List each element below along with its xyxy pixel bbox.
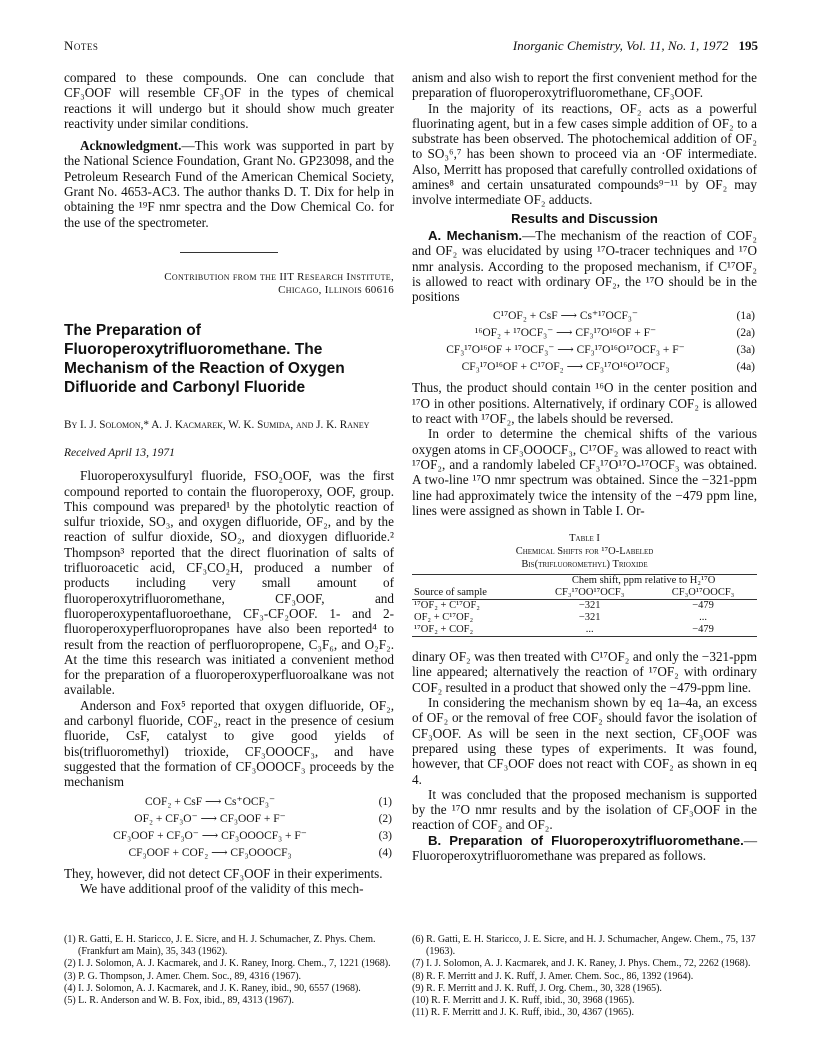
acknowledgment-label: Acknowledgment. <box>80 138 182 154</box>
subsection-mechanism <box>412 228 757 304</box>
equation-number: (1) <box>378 795 392 808</box>
equation <box>64 828 394 845</box>
equation-number: (4) <box>378 846 392 859</box>
equation-formula: CF₃OOF + CF₃O⁻ ⟶ CF₃OOOCF₃ + F⁻ <box>113 829 307 842</box>
table-cell: −479 <box>692 600 714 612</box>
received-date: Received April 13, 1971 <box>64 446 175 459</box>
footnotes-left <box>64 934 394 1007</box>
equation-number: (3) <box>378 829 392 842</box>
paragraph: Thus, the product should contain ¹⁶O in the center position and ¹⁷O in other positions. Alternatively, if ordinary COF₂ is allowed to react with ¹⁷OF₂, the labels should be reversed. <box>412 380 757 427</box>
subsection-text: —The mechanism of the reaction of COF₂ and OF₂ was elucidated by using ¹⁷O-tracer techniques and ¹⁷O nmr analysis. According to the proposed mechanism, if C¹⁷OF₂ is allowed to react with ordinary OF₂, the ¹⁷O should be in the positions <box>412 227 757 305</box>
equation-number: (2) <box>378 812 392 825</box>
table-label: Table I <box>569 533 600 545</box>
article-title: The Preparation of Fluoroperoxytrifluoromethane. The Mechanism of the Reaction of Oxygen Difluoride and Carbonyl Fluoride <box>64 321 345 396</box>
table-cell: −479 <box>692 624 714 636</box>
equation-number: (4a) <box>736 361 755 374</box>
acknowledgment <box>64 138 394 230</box>
equation <box>412 359 757 376</box>
data-table <box>412 574 757 637</box>
running-head-journal <box>513 38 758 54</box>
equation-formula: ¹⁶OF₂ + ¹⁷OCF₃⁻ ⟶ CF₃¹⁷O¹⁶OF + F⁻ <box>474 327 657 340</box>
paragraph: dinary OF₂ was then treated with C¹⁷OF₂ and only the −321-ppm line appeared; alternatively the reaction of ¹⁷OF₂ with ordinary COF₂ resulted in a product that showed only the −479-ppm line. <box>412 649 757 695</box>
paragraph: In order to determine the chemical shifts of the various oxygen atoms in CF₃OOOCF₃, C¹⁷OF₂ was allowed to react with ¹⁷OF₂, and a randomly labeled CF₃¹⁷O¹⁷O-¹⁷OCF₃ was obtained. A two-line ¹⁷O nmr spectrum was obtained. Since the −321-ppm line had approximately twice the intensity of the −479 ppm line, lines were assigned as shown in Table I. Or- <box>412 426 757 518</box>
table-cell: ... <box>699 612 707 624</box>
section-heading: Results and Discussion <box>511 210 658 226</box>
footnote: (6) R. Gatti, E. H. Staricco, J. E. Sicre, and H. J. Schumacher, Angew. Chem., 75, 137 (1963). <box>412 934 756 958</box>
column-group-header: Chem shift, ppm relative to H₂¹⁷O <box>571 575 716 587</box>
equation <box>64 811 394 828</box>
table-cell: −321 <box>578 612 601 624</box>
institution-line: Chicago, Illinois 60616 <box>278 283 394 296</box>
footnote: (10) R. F. Merritt and J. K. Ruff, ibid., 30, 3968 (1965). <box>412 995 635 1007</box>
paragraph: In the majority of its reactions, OF₂ acts as a powerful fluorinating agent, but in a few cases simple addition of OF₂ to a substrate has been observed. The photochemical addition of OF₂ to SO₃⁶,⁷ has been shown to proceed via an ·OF intermediate. Also, Merritt has proposed that carefully controlled oxidations of amines⁸ and certain unsaturated compounds⁹⁻¹¹ by OF₂ may involve intermediate OF₂ adducts. <box>412 100 757 208</box>
table-cell: ¹⁷OF₂ + C¹⁷OF₂ <box>414 600 480 612</box>
paragraph: Fluoroperoxysulfuryl fluoride, FSO₂OOF, was the first compound reported to contain the fluoroperoxy, OOF, group. This compound was prepared¹ by the photolytic reaction of sulfur trioxide, SO₃, and oxygen difluoride, OF₂, and by the reaction of sulfur dioxide, SO₂, and dioxygen difluoride.² Thompson³ reported that the direct fluorination of salts of trifluoroacetic acid, CF₃CO₂H, produced a number of products including very small amount of fluoroperoxytrifluoromethane, CF₃OOF, and fluoroperoxypentafluoroethane, CF₃-CF₂OOF. 1- and 2-fluoroperoxyperfluoropropanes have also been reported⁴ to result from the reaction of perfluoropropene, C₃F₆, and O₂F₂. At the time this research was initiated a convenient method for the preparation of a fluoroperoxyperfluoroalkane was not available. <box>64 468 394 698</box>
equation-block <box>64 794 394 862</box>
paragraph: It was concluded that the proposed mechanism is supported by the ¹⁷O nmr results and by the isolation of CF₃OOF in the reaction of COF₂ and OF₂. <box>412 786 757 833</box>
equation-formula: C¹⁷OF₂ + CsF ⟶ Cs⁺¹⁷OCF₃⁻ <box>493 310 638 323</box>
subsection-text: —Fluoroperoxytrifluoromethane was prepared as follows. <box>412 832 757 863</box>
paragraph: compared to these compounds. One can conclude that CF₃OOF will resemble CF₃OF in the types of chemical reactions it will undergo but it should show much greater reactivity under similar conditions. <box>64 70 394 131</box>
institution-line: Contribution from the IIT Research Institute, <box>164 270 394 283</box>
paragraph: anism and also wish to report the first convenient method for the preparation of fluoroperoxytrifluoromethane, CF₃OOF. <box>412 70 757 101</box>
table-row <box>412 612 757 624</box>
section-divider <box>180 252 278 253</box>
equation-number: (2a) <box>736 327 755 340</box>
table-cell: −321 <box>578 600 601 612</box>
paragraph: We have additional proof of the validity of this mech- <box>80 880 364 896</box>
page-number: 195 <box>738 38 758 53</box>
subsection-preparation <box>412 833 757 864</box>
footnote: (9) R. F. Merritt and J. K. Ruff, J. Org. Chem., 30, 328 (1965). <box>412 982 662 994</box>
equation-block <box>412 308 757 376</box>
footnote: (11) R. F. Merritt and J. K. Ruff, ibid., 30, 4367 (1965). <box>412 1007 634 1019</box>
running-head-section: Notes <box>64 38 99 53</box>
equation-number: (3a) <box>736 344 755 357</box>
equation-formula: CF₃¹⁷O¹⁶OF + C¹⁷OF₂ ⟶ CF₃¹⁷O¹⁶O¹⁷OCF₃ <box>461 361 670 374</box>
equation-formula: CF₃¹⁷O¹⁶OF + ¹⁷OCF₃⁻ ⟶ CF₃¹⁷O¹⁶O¹⁷OCF₃ + F⁻ <box>446 344 685 357</box>
right-column <box>412 70 757 863</box>
acknowledgment-text: —This work was supported in part by the National Science Foundation, Grant No. GP23098, and the Petroleum Research Fund of the American Chemical Society, Grant No. 4653-AC3. The author thanks D. T. Dix for help in obtaining the ¹⁹F nmr spectra and the Dow Chemical Co. for the use of the spectrometer. <box>64 138 394 230</box>
equation-formula: CF₃OOF + COF₂ ⟶ CF₃OOOCF₃ <box>128 846 292 859</box>
footnote: (8) R. F. Merritt and J. K. Ruff, J. Amer. Chem. Soc., 86, 1392 (1964). <box>412 970 694 982</box>
column-header: CF₃¹⁷OO¹⁷OCF₃ <box>554 587 625 599</box>
equation <box>64 845 394 862</box>
equation-number: (1a) <box>736 310 755 323</box>
table-row <box>412 624 757 637</box>
footnote: (2) I. J. Solomon, A. J. Kacmarek, and J. K. Raney, Inorg. Chem., 7, 1221 (1968). <box>64 958 391 970</box>
footnote: (5) L. R. Anderson and W. B. Fox, ibid., 89, 4313 (1967). <box>64 995 294 1007</box>
table-cell: OF₂ + C¹⁷OF₂ <box>414 612 474 624</box>
journal-citation: Inorganic Chemistry, Vol. 11, No. 1, 1972 <box>512 38 729 53</box>
table-caption: Chemical Shifts for ¹⁷O-Labeled <box>515 546 654 558</box>
footnote: (3) P. G. Thompson, J. Amer. Chem. Soc., 89, 4316 (1967). <box>64 970 302 982</box>
equation-formula: OF₂ + CF₃O⁻ ⟶ CF₃OOF + F⁻ <box>134 812 286 825</box>
equation <box>412 325 757 342</box>
institution-affiliation <box>64 271 394 297</box>
table-i <box>412 532 757 637</box>
footnotes-right <box>412 934 757 1019</box>
subsection-label: A. Mechanism. <box>428 227 523 243</box>
footnote: (7) I. J. Solomon, A. J. Kacmarek, and J. K. Raney, J. Phys. Chem., 72, 2262 (1968). <box>412 958 751 970</box>
table-caption: Bis(trifluoromethyl) Trioxide <box>521 559 648 571</box>
footnote: (4) I. J. Solomon, A. J. Kacmarek, and J. K. Raney, ibid., 90, 6557 (1968). <box>64 982 361 994</box>
table-cell: ¹⁷OF₂ + COF₂ <box>414 624 474 636</box>
article-authors: By I. J. Solomon,* A. J. Kacmarek, W. K. Sumida, and J. K. Raney <box>64 418 370 431</box>
column-header: Source of sample <box>414 587 487 599</box>
equation <box>412 342 757 359</box>
equation <box>412 308 757 325</box>
footnote: (1) R. Gatti, E. H. Staricco, J. E. Sicre, and H. J. Schumacher, Z. Phys. Chem. (Frankfurt am Main), 35, 343 (1962). <box>64 934 376 958</box>
subsection-label: B. Preparation of Fluoroperoxytrifluoromethane. <box>428 832 744 848</box>
table-cell: ... <box>585 624 594 636</box>
paragraph: They, however, did not detect CF₃OOF in their experiments. <box>64 865 383 881</box>
paragraph: In considering the mechanism shown by eq 1a–4a, an excess of OF₂ or the removal of free COF₂ should favor the isolation of CF₃OOF. As will be seen in the next section, CF₃OOF was prepared using these types of experiments. It was found, however, that CF₃OOF does not react with COF₂ as shown in eq 4. <box>412 695 757 787</box>
equation <box>64 794 394 811</box>
column-header: CF₃O¹⁷OOCF₃ <box>671 587 735 599</box>
paragraph: Anderson and Fox⁵ reported that oxygen difluoride, OF₂, and carbonyl fluoride, COF₂, react in the presence of cesium fluoride, CsF, catalyst to give good yields of bis(trifluoromethyl) trioxide, CF₃OOOCF₃, and have suggested that the formation of CF₃OOOCF₃ proceeds by the mechanism <box>64 697 394 790</box>
equation-formula: COF₂ + CsF ⟶ Cs⁺OCF₃⁻ <box>144 795 276 808</box>
table-row <box>412 600 757 612</box>
left-column <box>64 70 394 896</box>
